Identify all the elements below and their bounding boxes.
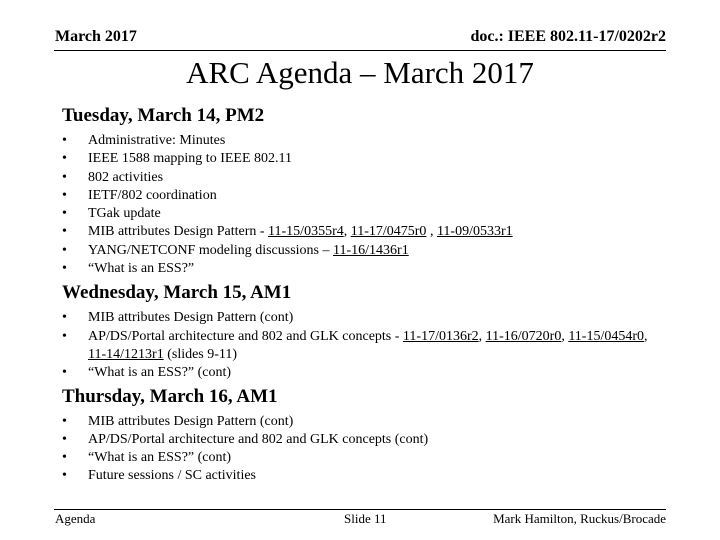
link-separator: , [478, 328, 486, 344]
doc-link[interactable]: 11-17/0136r2 [402, 328, 479, 344]
list-item [62, 205, 662, 223]
link-separator: , [644, 328, 648, 344]
item-text: “What is an ESS?” (cont) [88, 365, 232, 381]
link-separator: , [561, 328, 569, 344]
item-list [62, 132, 662, 278]
list-item [62, 467, 662, 485]
bullet-icon: • [62, 206, 67, 222]
footer-author: Mark Hamilton, Ruckus/Brocade [493, 511, 666, 526]
link-separator: , [343, 224, 351, 240]
list-item [62, 242, 662, 260]
section-heading: Wednesday, March 15, AM1 [62, 282, 292, 304]
item-text: 802 activities [88, 169, 164, 185]
list-item [62, 150, 662, 168]
doc-link[interactable]: 11-14/1213r1 [88, 346, 164, 362]
doc-link[interactable]: 11-16/0720r0 [485, 328, 562, 344]
bullet-icon: • [62, 151, 67, 167]
item-text: IEEE 1588 mapping to IEEE 802.11 [88, 151, 292, 167]
list-item [62, 328, 662, 365]
bullet-icon: • [62, 242, 67, 258]
section-heading: Thursday, March 16, AM1 [62, 385, 278, 407]
list-item [62, 413, 662, 431]
link-separator: , [426, 224, 437, 240]
bullet-icon: • [62, 133, 67, 148]
item-text: Administrative: Minutes [88, 133, 226, 148]
footer-left: Agenda [55, 511, 96, 526]
bullet-icon: • [62, 310, 67, 326]
doc-link[interactable]: 11-15/0355r4 [268, 224, 344, 240]
bullet-icon: • [62, 413, 67, 429]
list-item [62, 132, 662, 150]
item-text: Future sessions / SC activities [88, 468, 256, 484]
item-list [62, 413, 662, 486]
list-item [62, 449, 662, 467]
bullet-icon: • [62, 187, 67, 203]
bullet-icon: • [62, 261, 67, 277]
item-text: MIB attributes Design Pattern (cont) [88, 310, 294, 326]
slide-title: ARC Agenda – March 2017 [186, 55, 534, 90]
bullet-icon: • [62, 431, 67, 447]
item-text: IETF/802 coordination [88, 187, 217, 203]
list-item [62, 309, 662, 327]
item-text: MIB attributes Design Pattern (cont) [88, 413, 294, 429]
bullet-icon: • [62, 169, 67, 185]
doc-link[interactable]: 11-15/0454r0 [568, 328, 645, 344]
agenda-section [62, 385, 662, 486]
list-item [62, 260, 662, 278]
bullet-icon: • [62, 224, 67, 240]
list-item [62, 364, 662, 382]
bullet-icon: • [62, 365, 67, 381]
item-suffix: (slides 9-11) [163, 346, 238, 362]
list-item [62, 223, 662, 241]
item-text: YANG/NETCONF modeling discussions – [88, 242, 334, 258]
bullet-icon: • [62, 450, 67, 466]
footer-slide-number: Slide 11 [344, 511, 387, 526]
item-text: “What is an ESS?” [88, 261, 195, 277]
item-text: AP/DS/Portal architecture and 802 and GLK concepts (cont) [88, 431, 429, 447]
item-list [62, 309, 662, 382]
item-text: AP/DS/Portal architecture and 802 and GLK concepts - [88, 328, 403, 344]
list-item [62, 431, 662, 449]
agenda-section [62, 104, 662, 278]
list-item [62, 187, 662, 205]
item-text: “What is an ESS?” (cont) [88, 450, 232, 466]
doc-link[interactable]: 11-17/0475r0 [350, 224, 427, 240]
agenda-section [62, 281, 662, 382]
item-text: TGak update [88, 206, 161, 222]
bullet-icon: • [62, 468, 67, 484]
header-date: March 2017 [55, 28, 137, 45]
header-divider [54, 50, 666, 51]
bullet-icon: • [62, 328, 67, 344]
section-heading: Tuesday, March 14, PM2 [62, 105, 265, 126]
list-item [62, 169, 662, 187]
item-text: MIB attributes Design Pattern - [88, 224, 269, 240]
doc-link[interactable]: 11-09/0533r1 [436, 224, 513, 240]
agenda-content [62, 104, 662, 488]
doc-link[interactable]: 11-16/1436r1 [333, 242, 409, 258]
footer-divider [54, 509, 666, 510]
header-doc-id: doc.: IEEE 802.11-17/0202r2 [470, 28, 666, 45]
